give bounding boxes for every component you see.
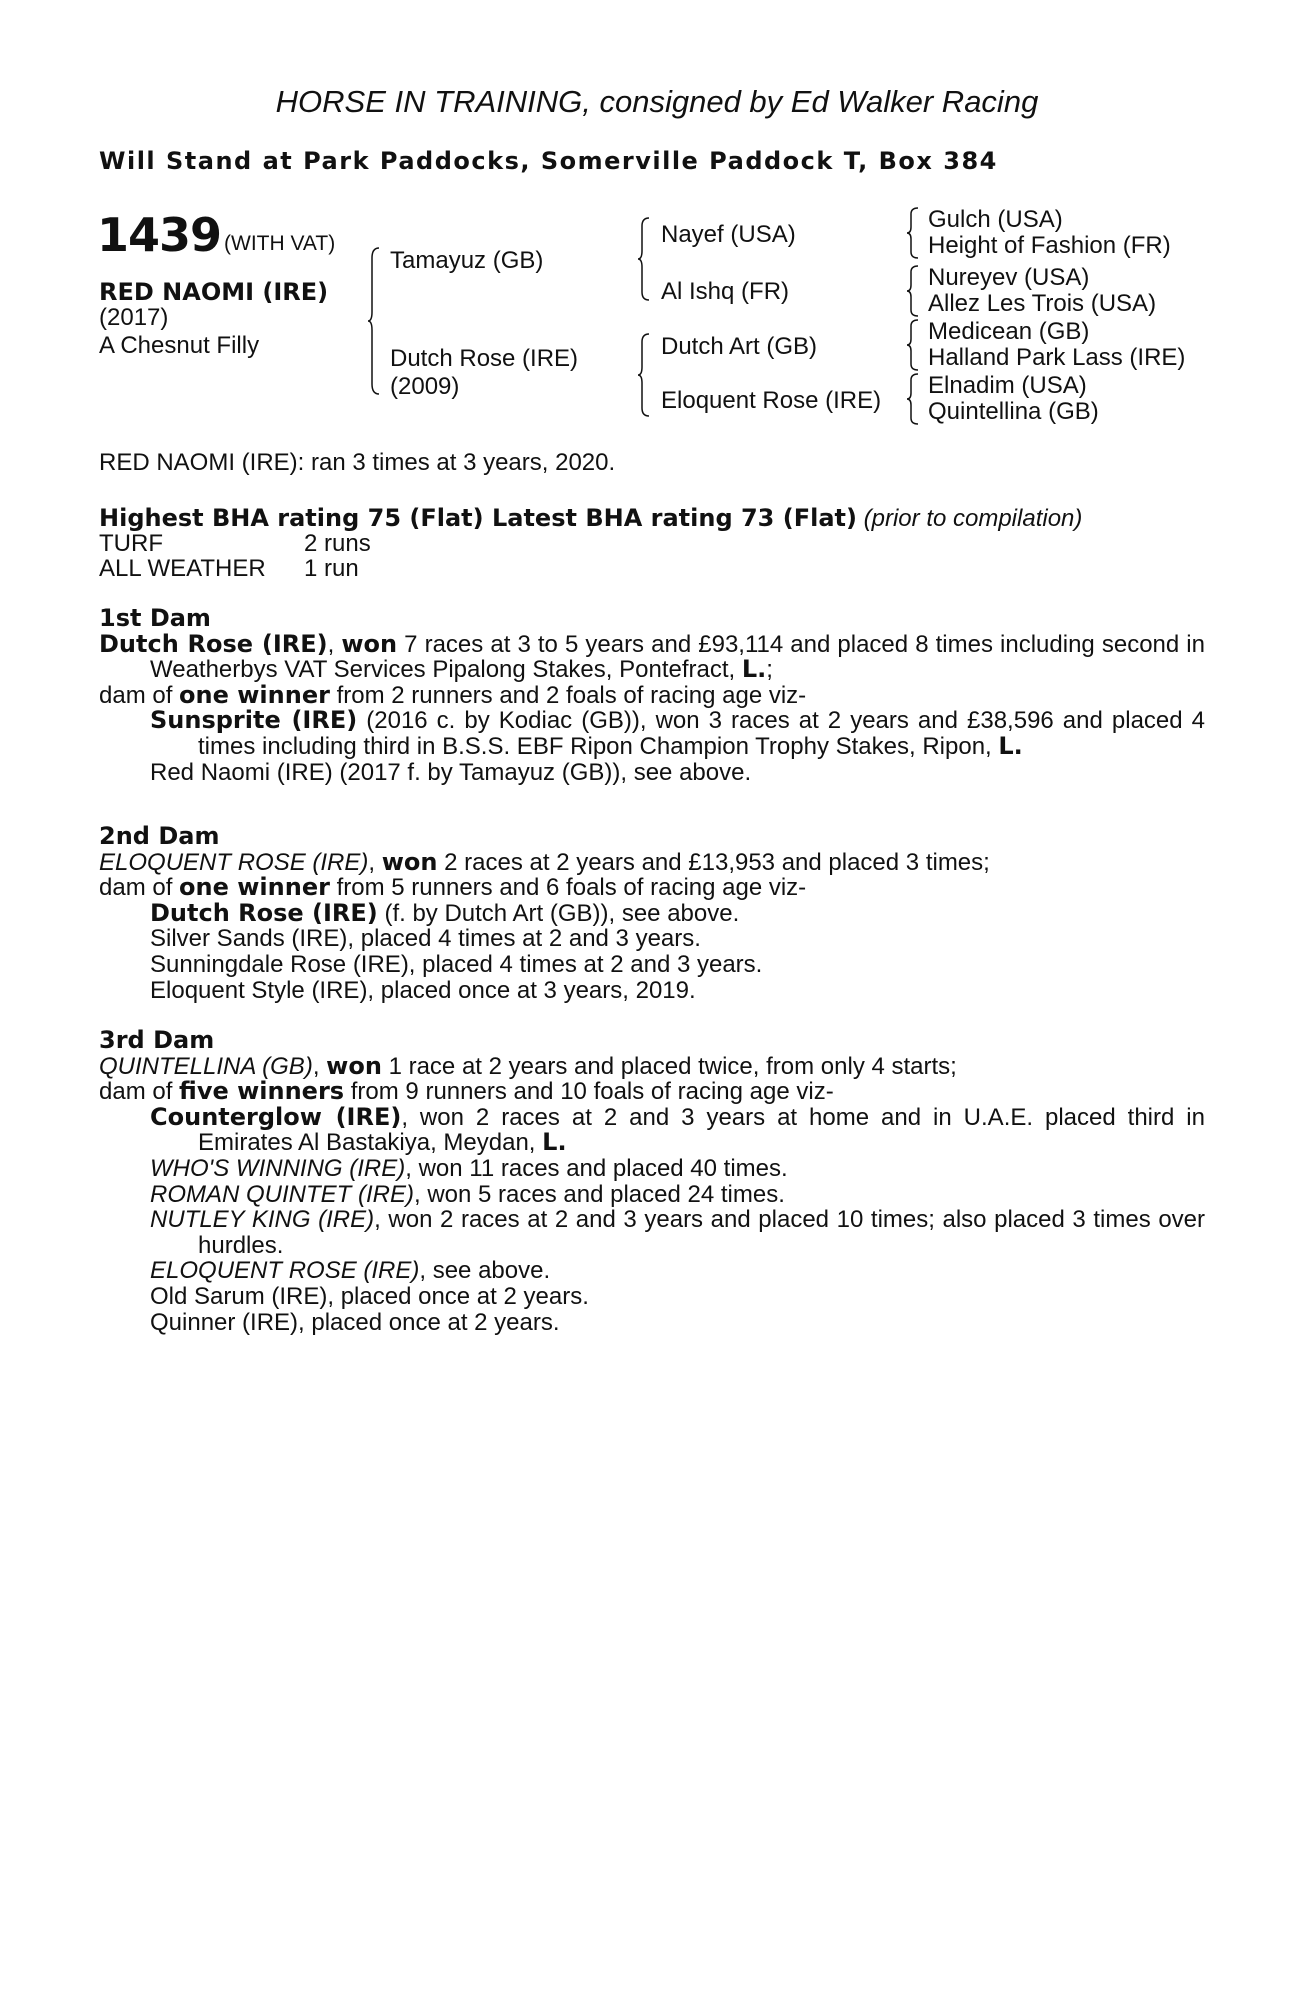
lot-number: 1439	[97, 208, 222, 262]
produce-text: , won 5 races and placed 24 times.	[414, 1180, 785, 1208]
pedigree-gsire-1: Gulch (USA)	[928, 206, 1063, 233]
produce-text: (f. by Dutch Art (GB)), see above.	[377, 899, 740, 927]
brace-g1	[906, 206, 920, 260]
produce-name: NUTLEY KING (IRE)	[150, 1206, 375, 1234]
dam-of-label: dam of	[99, 874, 180, 902]
produce-entry: Red Naomi (IRE) (2017 f. by Tamayuz (GB)), see above.	[150, 758, 752, 786]
semicolon: ;	[766, 656, 773, 684]
aw-label: ALL WEATHER	[99, 555, 266, 582]
dam-of-text: from 2 runners and 2 foals of racing age viz-	[329, 681, 807, 709]
third-dam-text: 1 race at 2 years and placed twice, from only 4 starts;	[381, 1052, 957, 1080]
produce-entry	[99, 708, 1205, 759]
separator: ,	[368, 848, 382, 876]
pedigree-dam-year: (2009)	[390, 373, 460, 400]
produce-name: Sunsprite (IRE)	[150, 706, 358, 735]
pedigree-gsire-4: Elnadim (USA)	[928, 372, 1087, 399]
produce-entry: Old Sarum (IRE), placed once at 2 years.	[150, 1282, 589, 1310]
brace-g3	[906, 318, 920, 372]
brace-dam-parents	[637, 332, 651, 418]
turf-value: 2 runs	[304, 530, 371, 557]
page-title: HORSE IN TRAINING, consigned by Ed Walker Racing	[275, 84, 1039, 119]
brace-sire-dam	[367, 246, 381, 396]
pedigree-dam-dam: Eloquent Rose (IRE)	[661, 387, 882, 414]
pedigree-gsire-2: Nureyev (USA)	[928, 264, 1090, 291]
dam-of-label: dam of	[99, 681, 180, 709]
produce-entry	[99, 1102, 1205, 1157]
dam-of-text: from 5 runners and 6 foals of racing age viz-	[329, 874, 807, 902]
produce-text: , won 2 races at 2 and 3 years at home and in U.A.E. placed third in Emirates Al Bastakiya, Meydan,	[198, 1103, 1205, 1157]
pedigree-gdam-2: Allez Les Trois (USA)	[928, 290, 1157, 317]
produce-entry: Silver Sands (IRE), placed 4 times at 2 and 3 years.	[150, 925, 701, 953]
first-dam-text: 7 races at 3 to 5 years and £93,114 and placed 8 times including second in Weatherbys VAT Services Pipalong Stakes, Pontefract,	[150, 630, 1205, 684]
produce-entry	[99, 1182, 1205, 1208]
first-dam-name: Dutch Rose (IRE)	[99, 629, 328, 658]
third-dam-produce-line	[99, 1079, 1205, 1105]
pedigree-sire-sire: Nayef (USA)	[661, 221, 796, 248]
first-dam-produce-line	[99, 680, 1205, 709]
pedigree-gdam-3: Halland Park Lass (IRE)	[928, 344, 1186, 371]
produce-name: WHO'S WINNING (IRE)	[150, 1154, 406, 1182]
second-dam-heading: 2nd Dam	[99, 822, 220, 850]
produce-text: , won 2 races at 2 and 3 years and placed 10 times; also placed 3 times over hurdles.	[198, 1206, 1206, 1259]
produce-entry: Eloquent Style (IRE), placed once at 3 years, 2019.	[150, 976, 696, 1004]
third-dam-name: QUINTELLINA (GB)	[99, 1052, 313, 1080]
produce-name: Dutch Rose (IRE)	[150, 898, 378, 927]
produce-name: ROMAN QUINTET (IRE)	[150, 1180, 414, 1208]
produce-entry	[99, 1258, 1205, 1284]
first-dam-section	[99, 606, 1205, 785]
produce-entry	[99, 1207, 1205, 1258]
winners-count: one winner	[179, 680, 330, 709]
turf-label: TURF	[99, 530, 163, 557]
second-dam-record	[99, 847, 1205, 876]
listed-label: L.	[741, 655, 767, 684]
winners-count: five winners	[179, 1077, 345, 1106]
won-label: won	[381, 847, 438, 876]
produce-entry	[99, 898, 1205, 927]
pedigree-gdam-4: Quintellina (GB)	[928, 398, 1099, 425]
first-dam-heading: 1st Dam	[99, 604, 211, 632]
third-dam-record	[99, 1051, 1205, 1080]
won-label: won	[326, 1051, 382, 1080]
brace-g4	[906, 372, 920, 426]
race-summary: RED NAOMI (IRE): ran 3 times at 3 years, 2020.	[99, 449, 616, 476]
aw-value: 1 run	[304, 555, 359, 582]
pedigree-sire: Tamayuz (GB)	[390, 247, 544, 274]
ratings-line	[99, 505, 1082, 532]
pedigree-gdam-1: Height of Fashion (FR)	[928, 232, 1171, 259]
winners-count: one winner	[179, 873, 330, 902]
vat-note: (WITH VAT)	[224, 232, 336, 255]
second-dam-name: ELOQUENT ROSE (IRE)	[99, 848, 369, 876]
produce-name: ELOQUENT ROSE (IRE)	[150, 1257, 420, 1285]
dam-of-label: dam of	[99, 1078, 180, 1106]
brace-sire-parents	[637, 216, 651, 302]
horse-year: (2017)	[99, 304, 169, 331]
pedigree-sire-dam: Al Ishq (FR)	[661, 278, 790, 305]
second-dam-text: 2 races at 2 years and £13,953 and placed 3 times;	[437, 848, 990, 876]
produce-entry: Quinner (IRE), placed once at 2 years.	[150, 1308, 560, 1336]
ratings-note: (prior to compilation)	[863, 505, 1083, 532]
produce-entry	[99, 1156, 1205, 1182]
second-dam-produce-line	[99, 875, 1205, 901]
first-dam-record	[99, 629, 1205, 684]
third-dam-heading: 3rd Dam	[99, 1026, 215, 1054]
produce-entry: Sunningdale Rose (IRE), placed 4 times at 2 and 3 years.	[150, 950, 763, 978]
stand-location: Will Stand at Park Paddocks, Somerville Paddock T, Box 384	[99, 147, 998, 175]
dam-of-text: from 9 runners and 10 foals of racing age viz-	[344, 1078, 834, 1106]
produce-text: , see above.	[419, 1257, 551, 1285]
second-dam-section	[99, 824, 1205, 1003]
pedigree-dam-sire: Dutch Art (GB)	[661, 333, 818, 360]
third-dam-section	[99, 1028, 1205, 1335]
horse-name: RED NAOMI (IRE)	[99, 278, 329, 306]
produce-text: , won 11 races and placed 40 times.	[405, 1154, 788, 1182]
brace-g2	[906, 264, 920, 318]
pedigree-gsire-3: Medicean (GB)	[928, 318, 1090, 345]
produce-name: Counterglow (IRE)	[150, 1102, 402, 1131]
pedigree-dam: Dutch Rose (IRE)	[390, 345, 579, 372]
ratings-bold: Highest BHA rating 75 (Flat) Latest BHA rating 73 (Flat)	[99, 504, 857, 532]
horse-description: A Chesnut Filly	[99, 332, 260, 359]
produce-text: (2016 c. by Kodiac (GB)), won 3 races at 2 years and £38,596 and placed 4 times including third in B.S.S. EBF Ripon Champion Trophy Stakes, Ripon,	[198, 707, 1206, 760]
separator: ,	[327, 630, 342, 658]
listed-label: L.	[998, 731, 1023, 760]
won-label: won	[341, 629, 398, 658]
listed-label: L.	[542, 1128, 567, 1157]
separator: ,	[312, 1052, 327, 1080]
